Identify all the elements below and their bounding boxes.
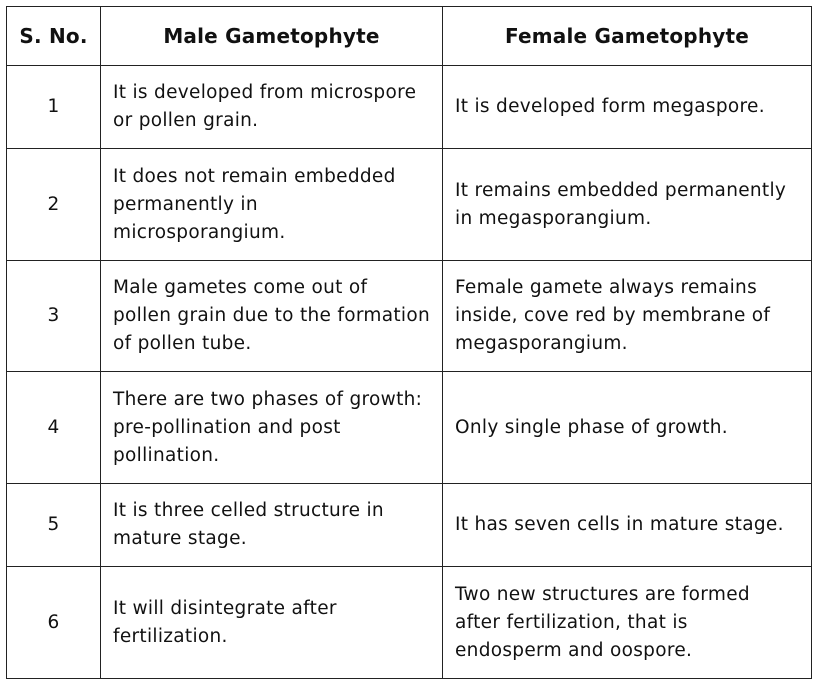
header-row — [7, 7, 812, 66]
table-header — [7, 7, 812, 66]
female-cell: Female gamete always remains inside, cove red by membrane of megasporangium. — [443, 261, 812, 372]
row-number: 1 — [7, 66, 101, 149]
table-body — [7, 66, 812, 679]
female-cell: Two new structures are formed after fertilization, that is endosperm and oospore. — [443, 567, 812, 679]
header-female-gametophyte: Female Gametophyte — [443, 7, 812, 66]
row-number: 2 — [7, 149, 101, 261]
table-row — [7, 66, 812, 149]
male-cell: It will disintegrate after fertilization. — [101, 567, 443, 679]
female-cell: Only single phase of growth. — [443, 372, 812, 484]
male-cell: It is developed from microspore or pollen grain. — [101, 66, 443, 149]
table-row — [7, 372, 812, 484]
row-number: 6 — [7, 567, 101, 679]
table-row — [7, 484, 812, 567]
row-number: 5 — [7, 484, 101, 567]
row-number: 4 — [7, 372, 101, 484]
male-cell: It is three celled structure in mature stage. — [101, 484, 443, 567]
table-row — [7, 567, 812, 679]
male-cell: Male gametes come out of pollen grain due to the formation of pollen tube. — [101, 261, 443, 372]
table-row — [7, 261, 812, 372]
female-cell: It is developed form megaspore. — [443, 66, 812, 149]
male-cell: There are two phases of growth: pre-pollination and post pollination. — [101, 372, 443, 484]
female-cell: It has seven cells in mature stage. — [443, 484, 812, 567]
table-row — [7, 149, 812, 261]
comparison-table — [6, 6, 812, 679]
header-male-gametophyte: Male Gametophyte — [101, 7, 443, 66]
male-cell: It does not remain embedded permanently in microsporangium. — [101, 149, 443, 261]
female-cell: It remains embedded permanently in megasporangium. — [443, 149, 812, 261]
header-sno: S. No. — [7, 7, 101, 66]
row-number: 3 — [7, 261, 101, 372]
